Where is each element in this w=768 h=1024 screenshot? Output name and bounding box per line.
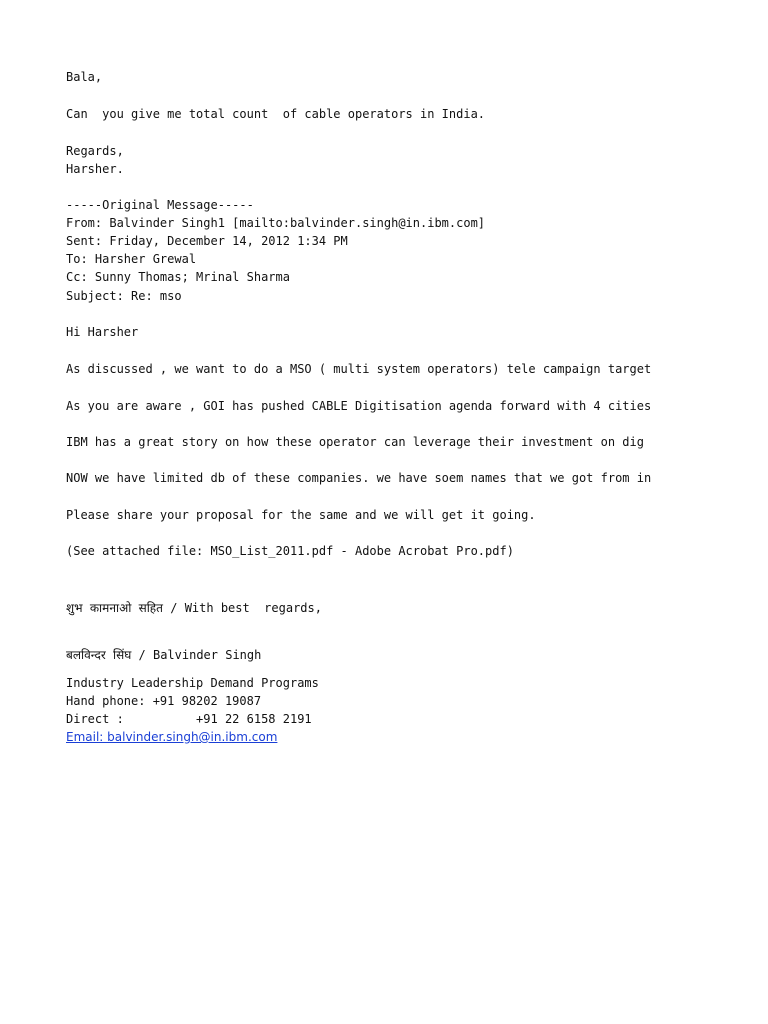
header-subject: Subject: Re: mso	[66, 289, 182, 303]
message-paragraph-4: NOW we have limited db of these companies. we have soem names that we got from in	[66, 471, 652, 485]
message-paragraph-2: As you are aware , GOI has pushed CABLE Digitisation agenda forward with 4 cities	[66, 399, 652, 413]
signature-title: Industry Leadership Demand Programs	[66, 676, 319, 690]
signature-regards: शुभ कामनाओ सहित / With best regards,	[66, 601, 322, 615]
reply-closing: Regards,	[66, 144, 124, 158]
signature-name: बलविन्दर सिंघ / Balvinder Singh	[66, 648, 262, 662]
reply-signoff-name: Harsher.	[66, 162, 124, 176]
message-greeting: Hi Harsher	[66, 325, 139, 339]
reply-greeting: Bala,	[66, 70, 103, 84]
header-from: From: Balvinder Singh1 [mailto:balvinder.singh@in.ibm.com]	[66, 216, 486, 230]
message-paragraph-5: Please share your proposal for the same and we will get it going.	[66, 508, 536, 522]
header-to: To: Harsher Grewal	[66, 252, 197, 266]
original-message-separator: -----Original Message-----	[66, 198, 254, 212]
message-paragraph-1: As discussed , we want to do a MSO ( multi system operators) tele campaign target	[66, 362, 652, 376]
attachment-note: (See attached file: MSO_List_2011.pdf - Adobe Acrobat Pro.pdf)	[66, 544, 514, 558]
signature-hand-phone: Hand phone: +91 98202 19087	[66, 694, 262, 708]
header-sent: Sent: Friday, December 14, 2012 1:34 PM	[66, 234, 348, 248]
reply-body: Can you give me total count of cable operators in India.	[66, 107, 486, 121]
header-cc: Cc: Sunny Thomas; Mrinal Sharma	[66, 270, 290, 284]
signature-email-link[interactable]: Email: balvinder.singh@in.ibm.com	[66, 730, 278, 744]
signature-direct: Direct : +91 22 6158 2191	[66, 712, 312, 726]
message-paragraph-3: IBM has a great story on how these operator can leverage their investment on dig	[66, 435, 644, 449]
